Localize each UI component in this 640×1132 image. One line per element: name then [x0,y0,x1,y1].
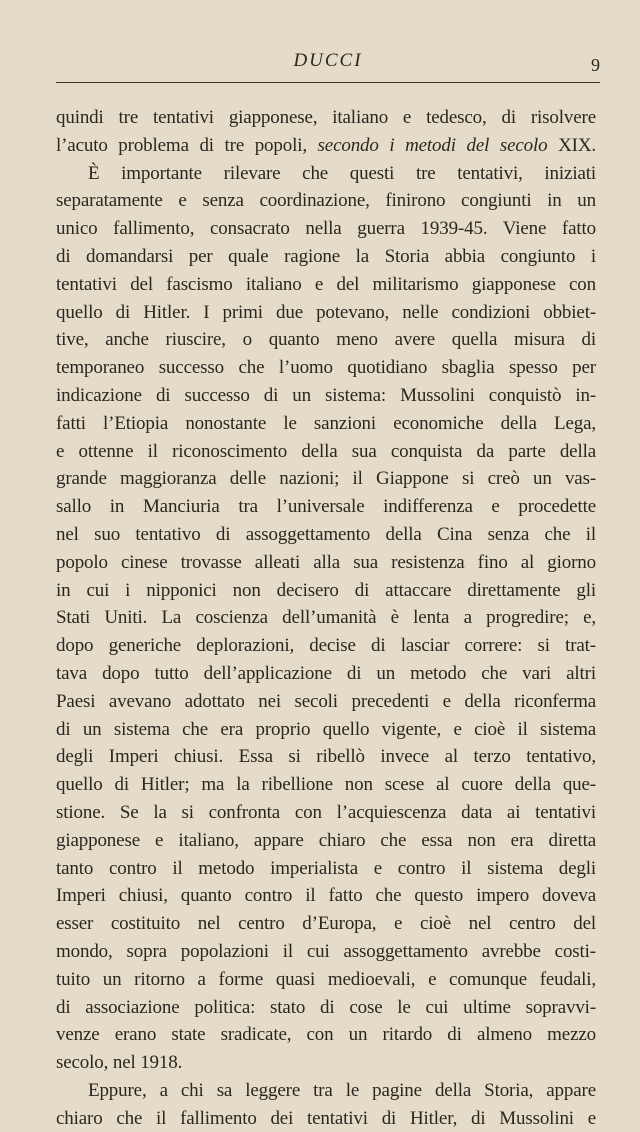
text-line: quello di Hitler. I primi due potevano, nelle condizioni obbiet- [56,301,596,323]
text-line: tentativi del fascismo italiano e del militarismo giapponese con [56,273,596,295]
text-line: Paesi avevano adottato nei secoli precedenti e della riconferma [56,690,596,712]
page-number: 9 [591,55,600,75]
text-line: mondo, sopra popolazioni il cui assoggettamento avrebbe costi- [56,940,596,962]
text-line: indicazione di successo di un sistema: Mussolini conquistò in- [56,384,596,406]
text-line: fatti l’Etiopia nonostante le sanzioni economiche della Lega, [56,412,596,434]
text-line: esser costituito nel centro d’Europa, e cioè nel centro del [56,913,596,935]
text-line: È importante rilevare che questi tre tentativi, iniziati [88,162,596,184]
text-line: unico fallimento, consacrato nella guerra 1939-45. Viene fatto [56,218,596,240]
text-line: secolo, nel 1918. [56,1052,183,1074]
text-line: dopo generiche deplorazioni, decise di lasciar correre: si trat- [56,635,596,657]
text-span: l’acuto problema di tre popoli, [56,134,318,156]
text-line: grande maggioranza delle nazioni; il Giappone si creò un vas- [56,468,596,490]
text-line: tive, anche riuscire, o quanto meno avere quella misura di [56,329,596,351]
header-rule [56,82,600,83]
running-title: DUCCI [293,50,363,71]
text-line: di associazione politica: stato di cose le cui ultime sopravvi- [56,996,596,1018]
text-line: di domandarsi per quale ragione la Storia abbia congiunto i [56,245,596,267]
text-line: degli Imperi chiusi. Essa si ribellò invece al terzo tentativo, [56,746,596,768]
text-line: giapponese e italiano, appare chiaro che essa non era diretta [56,829,596,851]
text-line: venze erano state sradicate, con un ritardo di almeno mezzo [56,1024,596,1046]
text-span: XIX. [547,134,596,156]
text-line [56,132,596,160]
page-header [56,50,600,80]
text-line: Eppure, a chi sa leggere tra le pagine della Storia, appare [88,1079,596,1101]
text-line: chiaro che il fallimento dei tentativi di Hitler, di Mussolini e [56,1107,596,1129]
italic-phrase: secondo i metodi del secolo [317,134,548,156]
text-line: temporaneo successo che l’uomo quotidiano sbaglia spesso per [56,357,596,379]
text-line: Imperi chiusi, quanto contro il fatto che questo impero doveva [56,885,596,907]
text-line: e ottenne il riconoscimento della sua conquista da parte della [56,440,596,462]
text-line: tava dopo tutto dell’applicazione di un metodo che vari altri [56,662,596,684]
text-line: quello di Hitler; ma la ribellione non scese al cuore della que- [56,774,596,796]
text-line: separatamente e senza coordinazione, finirono congiunti in un [56,190,596,212]
text-line: sallo in Manciuria tra l’universale indifferenza e procedette [56,496,596,518]
body-text [56,104,596,1132]
text-line: tuito un ritorno a forme quasi medioevali, e comunque feudali, [56,968,596,990]
text-line: in cui i nipponici non decisero di attaccare direttamente gli [56,579,596,601]
text-line: tanto contro il metodo imperialista e contro il sistema degli [56,857,596,879]
text-line: popolo cinese trovasse alleati alla sua resistenza fino al giorno [56,551,596,573]
text-line: di un sistema che era proprio quello vigente, e cioè il sistema [56,718,596,740]
text-line: nel suo tentativo di assoggettamento della Cina senza che il [56,523,596,545]
text-line: Stati Uniti. La coscienza dell’umanità è lenta a progredire; e, [56,607,596,629]
text-line: quindi tre tentativi giapponese, italiano e tedesco, di risolvere [56,107,596,128]
text-line: stione. Se la si confronta con l’acquiescenza data ai tentativi [56,801,596,823]
